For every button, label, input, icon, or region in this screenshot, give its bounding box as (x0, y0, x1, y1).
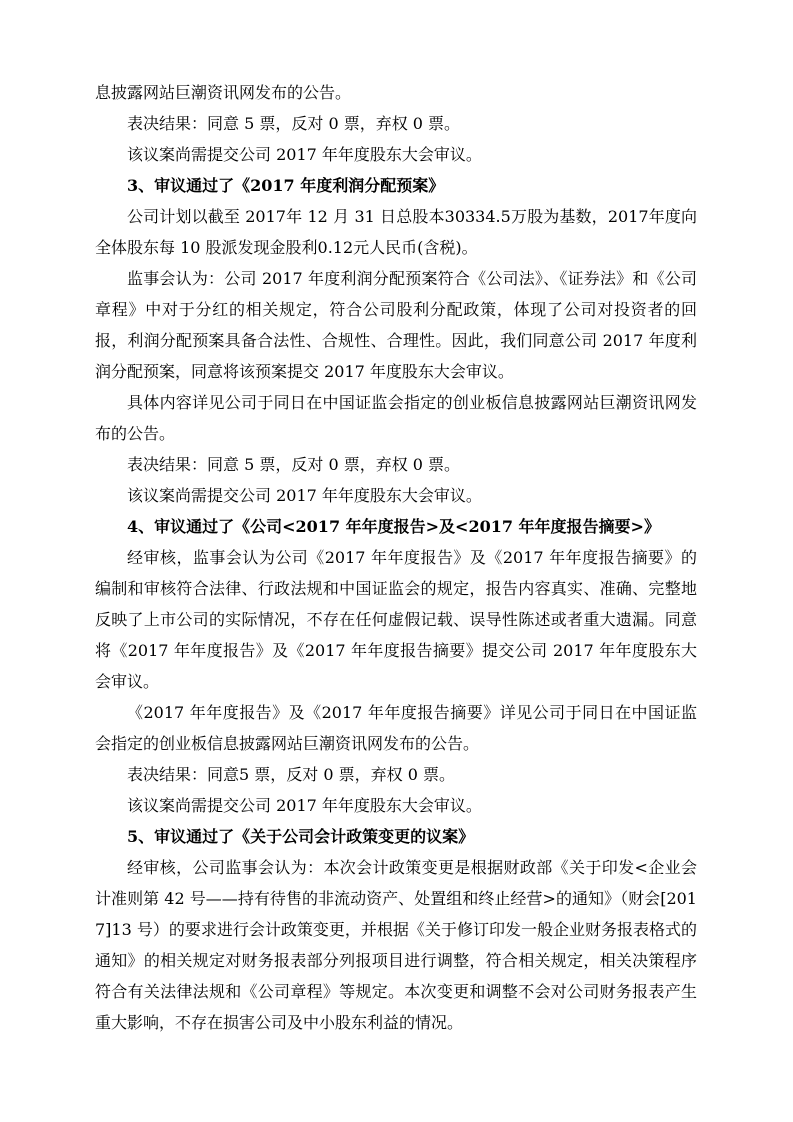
vote-result-item4: 表决结果：同意5 票，反对 0 票，弃权 0 票。 (127, 765, 455, 784)
heading-item5-accounting-policy: 5、审议通过了《关于公司会计政策变更的议案》 (127, 827, 475, 846)
vote-result-item3: 表决结果：同意 5 票，反对 0 票，弃权 0 票。 (127, 455, 461, 474)
submit-to-agm-note-item3: 该议案尚需提交公司 2017 年年度股东大会审议。 (127, 486, 482, 505)
paragraph-continuation: 息披露网站巨潮资讯网发布的公告。 (95, 83, 352, 102)
heading-item4-annual-report: 4、审议通过了《公司<2017 年年度报告>及<2017 年年度报告摘要>》 (127, 517, 660, 536)
paragraph-supervisory-opinion-item4: 经审核，监事会认为公司《2017 年年度报告》及《2017 年年度报告摘要》的编制和审核符合法律、行政法规和中国证监会的规定，报告内容真实、准确、完整地反映了上市公司的实际情况，不存在任何虚假记载、误导性陈述或者重大遗漏。同意将《2017 年年度报告》及《2017 年年度报告摘要》提交公司 2017 年年度股东大会审议。 (95, 548, 697, 691)
paragraph-disclosure-note-item4: 《2017 年年度报告》及《2017 年年度报告摘要》详见公司于同日在中国证监会指定的创业板信息披露网站巨潮资讯网发布的公告。 (95, 703, 697, 753)
paragraph-dividend-plan: 公司计划以截至 2017年 12 月 31 日总股本30334.5万股为基数，2017年度向全体股东每 10 股派发现金股利0.12元人民币(含税)。 (95, 207, 697, 257)
vote-result-item2: 表决结果：同意 5 票，反对 0 票，弃权 0 票。 (127, 114, 461, 133)
document-body (95, 77, 697, 1038)
paragraph-accounting-policy-opinion: 经审核，公司监事会认为：本次会计政策变更是根据财政部《关于印发<企业会计准则第 42 号——持有待售的非流动资产、处置组和终止经营>的通知》（财会[2017]13 号）的要求进行会计政策变更，并根据《关于修订印发一般企业财务报表格式的通知》的相关规定对财务报表部分列报项目进行调整，符合相关规定，相关决策程序符合有关法律法规和《公司章程》等规定。本次变更和调整不会对公司财务报表产生重大影响，不存在损害公司及中小股东利益的情况。 (95, 858, 697, 1032)
submit-to-agm-note-item4: 该议案尚需提交公司 2017 年年度股东大会审议。 (127, 796, 482, 815)
paragraph-supervisory-opinion-item3: 监事会认为：公司 2017 年度利润分配预案符合《公司法》、《证券法》和《公司章程》中对于分红的相关规定，符合公司股利分配政策，体现了公司对投资者的回报，利润分配预案具备合法性、合规性、合理性。因此，我们同意公司 2017 年度利润分配预案，同意将该预案提交 2017 年度股东大会审议。 (95, 269, 697, 381)
heading-item3-profit-distribution: 3、审议通过了《2017 年度利润分配预案》 (127, 176, 445, 195)
submit-to-agm-note-item2: 该议案尚需提交公司 2017 年年度股东大会审议。 (127, 145, 482, 164)
paragraph-disclosure-note-item3: 具体内容详见公司于同日在中国证监会指定的创业板信息披露网站巨潮资讯网发布的公告。 (95, 393, 697, 443)
